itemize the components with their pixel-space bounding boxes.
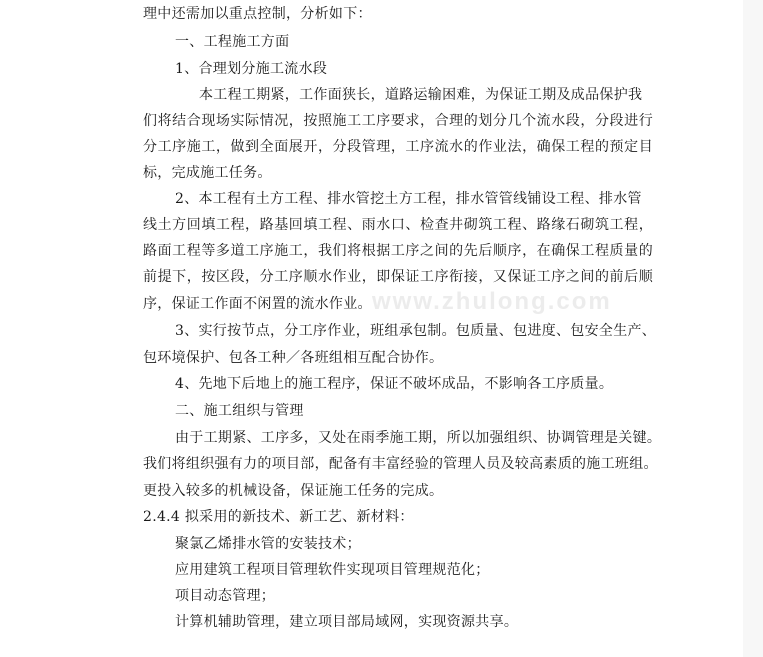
- section-heading-new-technology: 2.4.4 拟采用的新技术、新工艺、新材料：: [143, 509, 414, 525]
- paragraph-line: 4、先地下后地上的施工程序，保证不破坏成品，不影响各工序质量。: [175, 376, 614, 392]
- list-item: 项目动态管理；: [175, 588, 276, 604]
- paragraph-line: 由于工期紧、工序多，又处在雨季施工期，所以加强组织、协调管理是关键。: [175, 430, 662, 446]
- paragraph-line: 本工程工期紧，工作面狭长，道路运输困难，为保证工期及成品保护我: [199, 87, 643, 103]
- list-item: 计算机辅助管理，建立项目部局域网，实现资源共享。: [175, 614, 519, 630]
- paragraph-line: 我们将组织强有力的项目部，配备有丰富经验的管理人员及较高素质的施工班组。: [143, 456, 658, 472]
- paragraph-line: 前提下，按区段，分工序顺水作业，即保证工序衔接，又保证工序之间的前后顺: [143, 269, 653, 285]
- subheading-flow-sections: 1、合理划分施工流水段: [175, 61, 328, 77]
- paragraph-line: 更投入较多的机械设备，保证施工任务的完成。: [143, 483, 444, 499]
- text-line-intro: 理中还需加以重点控制，分析如下：: [143, 6, 372, 22]
- paragraph-line: 们将结合现场实际情况，按照施工工序要求，合理的划分几个流水段，分段进行: [143, 113, 653, 129]
- scroll-gutter: [743, 0, 763, 657]
- paragraph-line: 包环境保护、包各工种／各班组相互配合协作。: [143, 350, 444, 366]
- list-item: 聚氯乙烯排水管的安装技术；: [175, 536, 361, 552]
- paragraph-line: 2、本工程有土方工程、排水管挖土方工程，排水管管线铺设工程、排水管: [175, 191, 642, 207]
- paragraph-line: 分工序施工，做到全面展开，分段管理，工序流水的作业法，确保工程的预定目: [143, 139, 653, 155]
- paragraph-line: 标，完成施工任务。: [143, 165, 272, 181]
- section-heading-organization: 二、施工组织与管理: [175, 403, 304, 419]
- paragraph-line: 路面工程等多道工序施工，我们将根据工序之间的先后顺序，在确保工程质量的: [143, 243, 653, 259]
- section-heading-construction: 一、工程施工方面: [175, 34, 290, 50]
- watermark: www.zhulong.com: [372, 288, 612, 315]
- paragraph-line: 3、实行按节点，分工序作业，班组承包制。包质量、包进度、包安全生产、: [175, 323, 657, 339]
- list-item: 应用建筑工程项目管理软件实现项目管理规范化；: [175, 562, 490, 578]
- paragraph-line: 线土方回填工程，路基回填工程、雨水口、检查井砌筑工程、路缘石砌筑工程，: [143, 217, 653, 233]
- paragraph-line: 序，保证工作面不闲置的流水作业。: [143, 296, 372, 312]
